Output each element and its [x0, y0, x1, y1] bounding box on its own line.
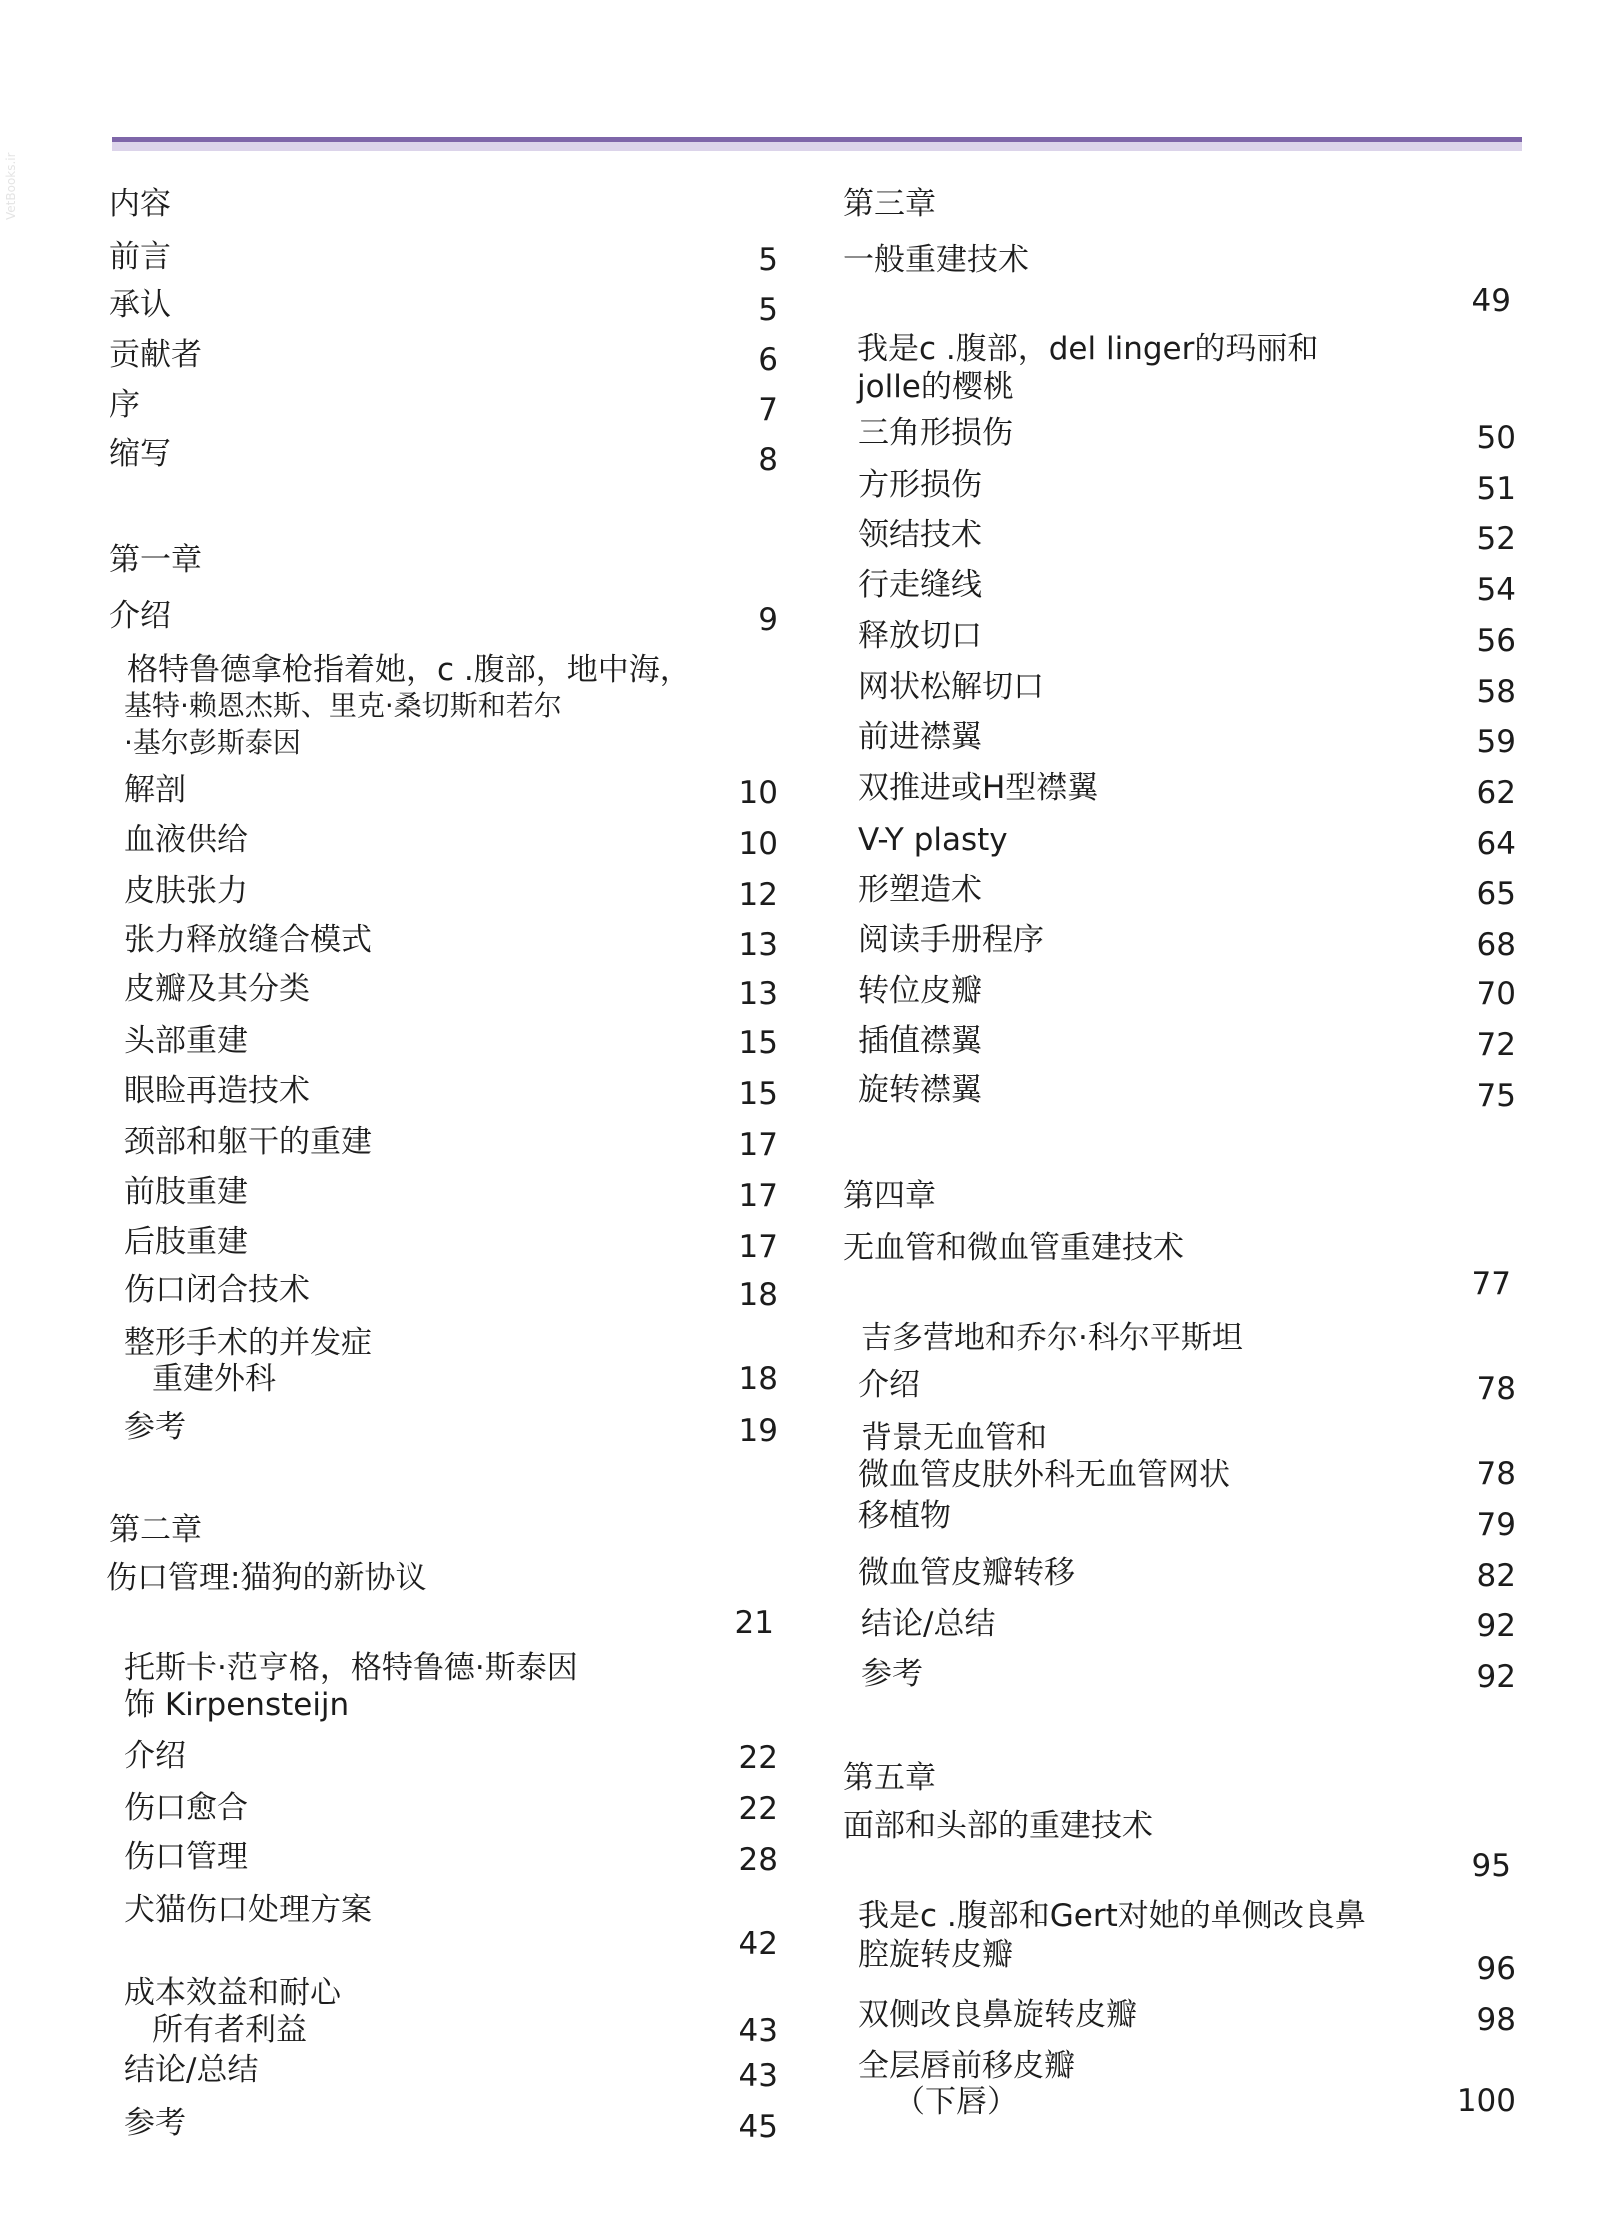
toc-entry: 结论/总结 [124, 2052, 259, 2088]
toc-entry: 颈部和躯干的重建 [124, 1124, 372, 1160]
toc-entry: 释放切口 [858, 618, 982, 654]
toc-entry-continuation: 腔旋转皮瓣 [858, 1937, 1013, 1973]
toc-page: 7 [758, 392, 778, 428]
toc-entry: 伤口管理 [124, 1839, 248, 1875]
toc-entry: 前进襟翼 [858, 719, 982, 755]
toc-entry: 形塑造术 [858, 872, 982, 908]
toc-page: 95 [1471, 1848, 1511, 1884]
toc-entry: 伤口愈合 [124, 1790, 248, 1826]
chapter-label: 第三章 [843, 186, 936, 222]
toc-entry: 行走缝线 [858, 567, 982, 603]
toc-page: 62 [1476, 775, 1516, 811]
toc-page: 79 [1476, 1507, 1516, 1543]
toc-entry: 移植物 [858, 1498, 951, 1534]
toc-entry: 三角形损伤 [858, 415, 1013, 451]
toc-entry-continuation: 微血管皮肤外科无血管网状 [858, 1457, 1230, 1493]
toc-page: 78 [1476, 1456, 1516, 1492]
toc-page: 82 [1476, 1558, 1516, 1594]
toc-entry: 阅读手册程序 [858, 922, 1044, 958]
chapter-authors: 基特·赖恩杰斯、里克·桑切斯和若尔 [124, 689, 562, 722]
toc-page: 22 [738, 1740, 778, 1776]
toc-page: 92 [1476, 1659, 1516, 1695]
toc-entry-contributors: 贡献者 [109, 337, 202, 373]
toc-page: 43 [738, 2013, 778, 2049]
toc-page: 75 [1476, 1078, 1516, 1114]
toc-page: 54 [1476, 572, 1516, 608]
header-rule [112, 137, 1522, 151]
toc-page: 68 [1476, 927, 1516, 963]
toc-page: 8 [758, 442, 778, 478]
toc-page: 17 [738, 1178, 778, 1214]
toc-page: 13 [738, 927, 778, 963]
toc-entry: 方形损伤 [858, 467, 982, 503]
toc-page: 42 [738, 1926, 778, 1962]
toc-entry-acknowledgement: 承认 [109, 287, 171, 323]
chapter-authors: 托斯卡·范亨格，格特鲁德·斯泰因 [124, 1650, 578, 1686]
toc-page: 52 [1476, 521, 1516, 557]
watermark: VetBooks.ir [4, 152, 18, 220]
chapter-title: 无血管和微血管重建技术 [843, 1230, 1184, 1266]
chapter-label: 第二章 [109, 1512, 202, 1548]
toc-page: 22 [738, 1791, 778, 1827]
chapter-authors: ·基尔彭斯泰因 [124, 726, 301, 759]
toc-entry: V-Y plasty [858, 822, 1008, 858]
toc-page: 13 [738, 976, 778, 1012]
toc-page: 58 [1476, 674, 1516, 710]
toc-page: 15 [738, 1025, 778, 1061]
toc-page: 78 [1476, 1371, 1516, 1407]
chapter-title: 伤口管理:猫狗的新协议 [106, 1560, 427, 1596]
chapter-authors: 吉多营地和乔尔·科尔平斯坦 [861, 1320, 1243, 1356]
toc-entry: 旋转襟翼 [858, 1072, 982, 1108]
toc-entry: 结论/总结 [861, 1606, 996, 1642]
toc-entry-abbreviations: 缩写 [109, 436, 171, 472]
toc-page: 70 [1476, 976, 1516, 1012]
toc-page: 49 [1471, 283, 1511, 319]
toc-entry: 眼睑再造技术 [124, 1073, 310, 1109]
chapter-label: 第五章 [843, 1760, 936, 1796]
toc-page: 17 [738, 1229, 778, 1265]
toc-entry: 张力释放缝合模式 [124, 922, 372, 958]
toc-entry: 成本效益和耐心 [124, 1975, 341, 2011]
toc-entry-continuation: （下唇） [894, 2084, 1018, 2120]
toc-entry: 整形手术的并发症 [124, 1325, 372, 1361]
chapter-authors: 我是c .腹部，del linger的玛丽和 [857, 331, 1319, 367]
toc-entry: 参考 [861, 1656, 923, 1692]
toc-page: 100 [1456, 2083, 1516, 2119]
toc-entry: 血液供给 [124, 822, 248, 858]
toc-entry: 微血管皮瓣转移 [858, 1555, 1075, 1591]
toc-page: 5 [758, 242, 778, 278]
toc-page: 19 [738, 1413, 778, 1449]
toc-entry-continuation: 所有者利益 [152, 2012, 307, 2048]
toc-page: 43 [738, 2058, 778, 2094]
toc-entry: 我是c .腹部和Gert对她的单侧改良鼻 [858, 1898, 1366, 1934]
toc-entry: 领结技术 [858, 517, 982, 553]
toc-page: 28 [738, 1842, 778, 1878]
toc-page: 15 [738, 1076, 778, 1112]
toc-entry-continuation: 重建外科 [152, 1361, 276, 1397]
toc-page: 77 [1471, 1266, 1511, 1302]
chapter-title: 面部和头部的重建技术 [843, 1808, 1153, 1844]
toc-entry: 双推进或H型襟翼 [858, 770, 1099, 806]
toc-entry: 插值襟翼 [858, 1023, 982, 1059]
toc-page: 10 [738, 775, 778, 811]
toc-page: 21 [734, 1605, 774, 1641]
toc-page: 56 [1476, 623, 1516, 659]
chapter-authors: 格特鲁德拿枪指着她，c .腹部，地中海， [127, 652, 691, 688]
chapter-label: 第四章 [843, 1178, 936, 1214]
toc-entry: 参考 [124, 2105, 186, 2141]
toc-entry: 犬猫伤口处理方案 [124, 1892, 372, 1928]
toc-entry: 参考 [124, 1409, 186, 1445]
toc-page: 59 [1476, 724, 1516, 760]
toc-page: 6 [758, 342, 778, 378]
toc-entry: 背景无血管和 [861, 1420, 1047, 1456]
chapter-title: 介绍 [109, 598, 171, 634]
toc-entry: 伤口闭合技术 [124, 1272, 310, 1308]
toc-page: 10 [738, 826, 778, 862]
toc-page: 65 [1476, 876, 1516, 912]
chapter-title: 一般重建技术 [843, 242, 1029, 278]
toc-page: 64 [1476, 826, 1516, 862]
toc-page: 9 [758, 602, 778, 638]
toc-entry: 皮肤张力 [124, 873, 248, 909]
toc-entry: 介绍 [858, 1367, 920, 1403]
toc-entry: 全层唇前移皮瓣 [858, 2048, 1075, 2084]
toc-page: 5 [758, 292, 778, 328]
toc-entry: 双侧改良鼻旋转皮瓣 [858, 1997, 1137, 2033]
toc-entry: 后肢重建 [124, 1224, 248, 1260]
toc-page: 17 [738, 1127, 778, 1163]
chapter-label: 第一章 [109, 542, 202, 578]
toc-page: 96 [1476, 1951, 1516, 1987]
toc-entry: 转位皮瓣 [858, 973, 982, 1009]
toc-page: 18 [738, 1277, 778, 1313]
toc-entry: 头部重建 [124, 1023, 248, 1059]
toc-entry-foreword: 序 [109, 387, 140, 423]
toc-page: 72 [1476, 1027, 1516, 1063]
toc-entry: 解剖 [124, 772, 186, 808]
toc-entry: 介绍 [124, 1738, 186, 1774]
contents-heading: 内容 [109, 186, 171, 222]
toc-page: 45 [738, 2109, 778, 2145]
chapter-authors: 饰 Kirpensteijn [124, 1687, 350, 1723]
toc-page: 12 [738, 877, 778, 913]
toc-entry: 前肢重建 [124, 1174, 248, 1210]
chapter-authors: jolle的樱桃 [857, 369, 1014, 405]
toc-entry-preface: 前言 [109, 239, 171, 275]
toc-page: 98 [1476, 2002, 1516, 2038]
toc-entry: 网状松解切口 [858, 669, 1044, 705]
toc-page: 50 [1476, 420, 1516, 456]
toc-page: 51 [1476, 471, 1516, 507]
toc-entry: 皮瓣及其分类 [124, 971, 310, 1007]
toc-page: 18 [738, 1361, 778, 1397]
toc-page: 92 [1476, 1608, 1516, 1644]
